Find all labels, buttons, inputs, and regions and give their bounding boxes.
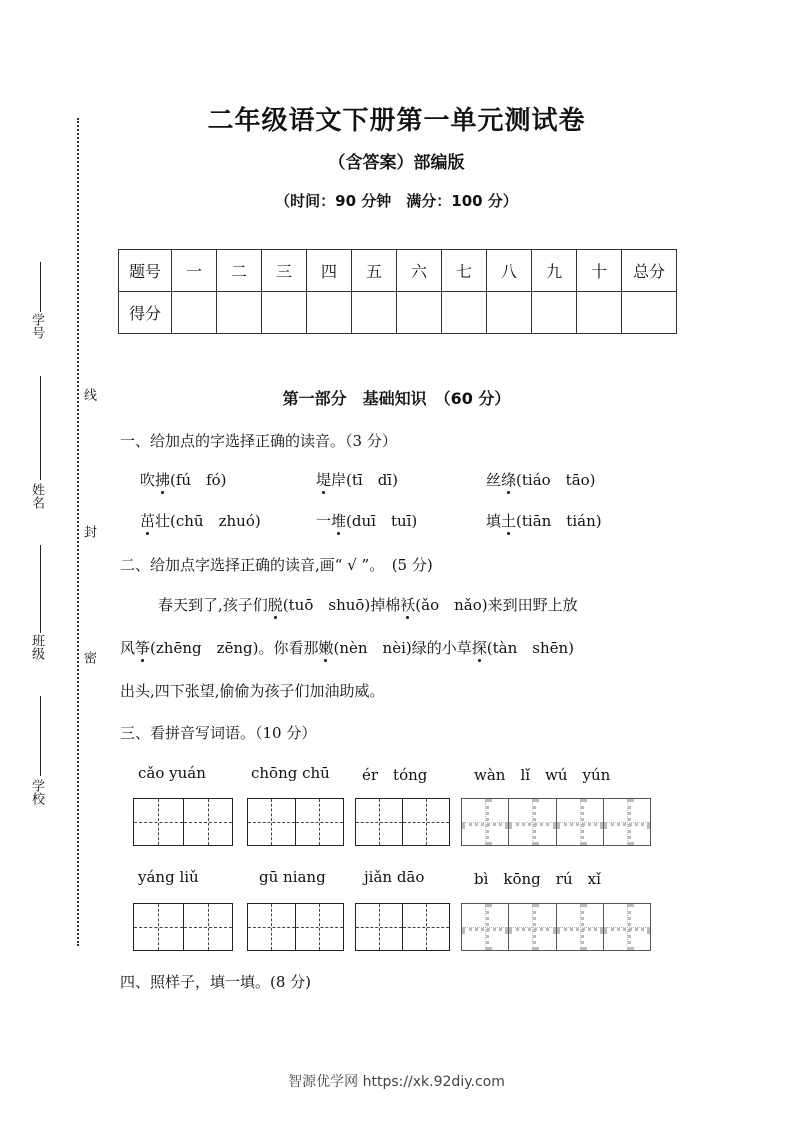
pinyin-label: jiǎn dāo — [364, 868, 425, 886]
q1-item-4: 茁壮(chū zhuó) — [140, 512, 261, 530]
time-info: （时间：90 分钟 满分：100 分） — [275, 192, 518, 210]
writing-grid[interactable] — [247, 798, 344, 846]
pinyin-label: wàn lǐ wú yún — [474, 766, 611, 784]
pinyin-label: ér tóng — [362, 766, 428, 784]
seal-secret-label: 密 — [81, 651, 96, 664]
header-cell: 题号 — [119, 250, 172, 292]
footer-watermark: 智源优学网 https://xk.92diy.com — [288, 1074, 505, 1090]
score-cell[interactable] — [622, 292, 677, 334]
writing-grid[interactable] — [461, 798, 651, 846]
score-cell[interactable] — [262, 292, 307, 334]
score-cell[interactable] — [397, 292, 442, 334]
score-table — [118, 249, 677, 334]
name-label: 姓名 — [29, 483, 44, 509]
q2-paragraph-line-1: 春天到了,孩子们脱(tuō shuō)掉棉袄(ǎo nǎo)来到田野上放 — [158, 596, 578, 614]
header-cell: 七 — [442, 250, 487, 292]
q1-item-5: 一堆(duī tuī) — [316, 512, 418, 530]
score-table-header-row — [119, 250, 677, 292]
score-table-score-row — [119, 292, 677, 334]
writing-grid[interactable] — [355, 798, 450, 846]
header-cell: 九 — [532, 250, 577, 292]
seal-seal-label: 封 — [81, 525, 96, 538]
writing-grid[interactable] — [133, 903, 233, 951]
pinyin-label: chōng chū — [251, 764, 330, 782]
header-cell: 六 — [397, 250, 442, 292]
q1-prompt: 一、给加点的字选择正确的读音。（3 分） — [120, 432, 397, 450]
writing-grid[interactable] — [461, 903, 651, 951]
q4-prompt: 四、照样子，填一填。(8 分) — [120, 973, 312, 991]
q1-item-3: 丝绦(tiáo tāo) — [486, 471, 596, 489]
part1-title: 第一部分 基础知识 （60 分） — [282, 389, 511, 408]
score-cell[interactable] — [577, 292, 622, 334]
header-cell: 四 — [307, 250, 352, 292]
q2-paragraph-line-3: 出头,四下张望,偷偷为孩子们加油助威。 — [120, 682, 385, 700]
page-title: 二年级语文下册第一单元测试卷 — [207, 106, 586, 136]
score-cell[interactable] — [217, 292, 262, 334]
score-cell[interactable] — [307, 292, 352, 334]
pinyin-label: bì kōng rú xǐ — [474, 870, 601, 888]
class-label: 班级 — [29, 634, 44, 660]
pinyin-label: gū niang — [259, 868, 326, 886]
header-cell: 三 — [262, 250, 307, 292]
q2-prompt: 二、给加点字选择正确的读音,画“ √ ”。 (5 分) — [120, 556, 433, 574]
school-label: 学校 — [29, 779, 44, 805]
q1-item-6: 填土(tiān tián) — [486, 512, 602, 530]
pinyin-label: yáng liǔ — [138, 868, 199, 886]
q1-item-2: 堤岸(tī dī) — [316, 471, 398, 489]
header-cell: 总分 — [622, 250, 677, 292]
school-underline — [40, 696, 41, 776]
writing-grid[interactable] — [247, 903, 344, 951]
writing-grid[interactable] — [133, 798, 233, 846]
score-cell[interactable] — [172, 292, 217, 334]
score-cell[interactable] — [532, 292, 577, 334]
q1-item-1: 吹拂(fú fó) — [140, 471, 227, 489]
class-underline — [40, 545, 41, 633]
q2-paragraph-line-2: 风筝(zhēng zēng)。你看那嫩(nèn nèi)绿的小草探(tàn shēn) — [120, 639, 574, 657]
q3-prompt: 三、看拼音写词语。（10 分） — [120, 724, 317, 742]
score-cell[interactable] — [487, 292, 532, 334]
seal-line-label: 线 — [81, 388, 96, 401]
score-cell[interactable] — [442, 292, 487, 334]
header-cell: 一 — [172, 250, 217, 292]
header-cell: 二 — [217, 250, 262, 292]
header-cell: 八 — [487, 250, 532, 292]
student-no-underline — [40, 262, 41, 312]
writing-grid[interactable] — [355, 903, 450, 951]
header-cell: 十 — [577, 250, 622, 292]
page-subtitle: （含答案）部编版 — [328, 153, 465, 173]
student-no-label: 学号 — [29, 313, 44, 339]
header-cell: 五 — [352, 250, 397, 292]
pinyin-label: cǎo yuán — [138, 764, 206, 782]
score-label-cell: 得分 — [119, 292, 172, 334]
score-cell[interactable] — [352, 292, 397, 334]
